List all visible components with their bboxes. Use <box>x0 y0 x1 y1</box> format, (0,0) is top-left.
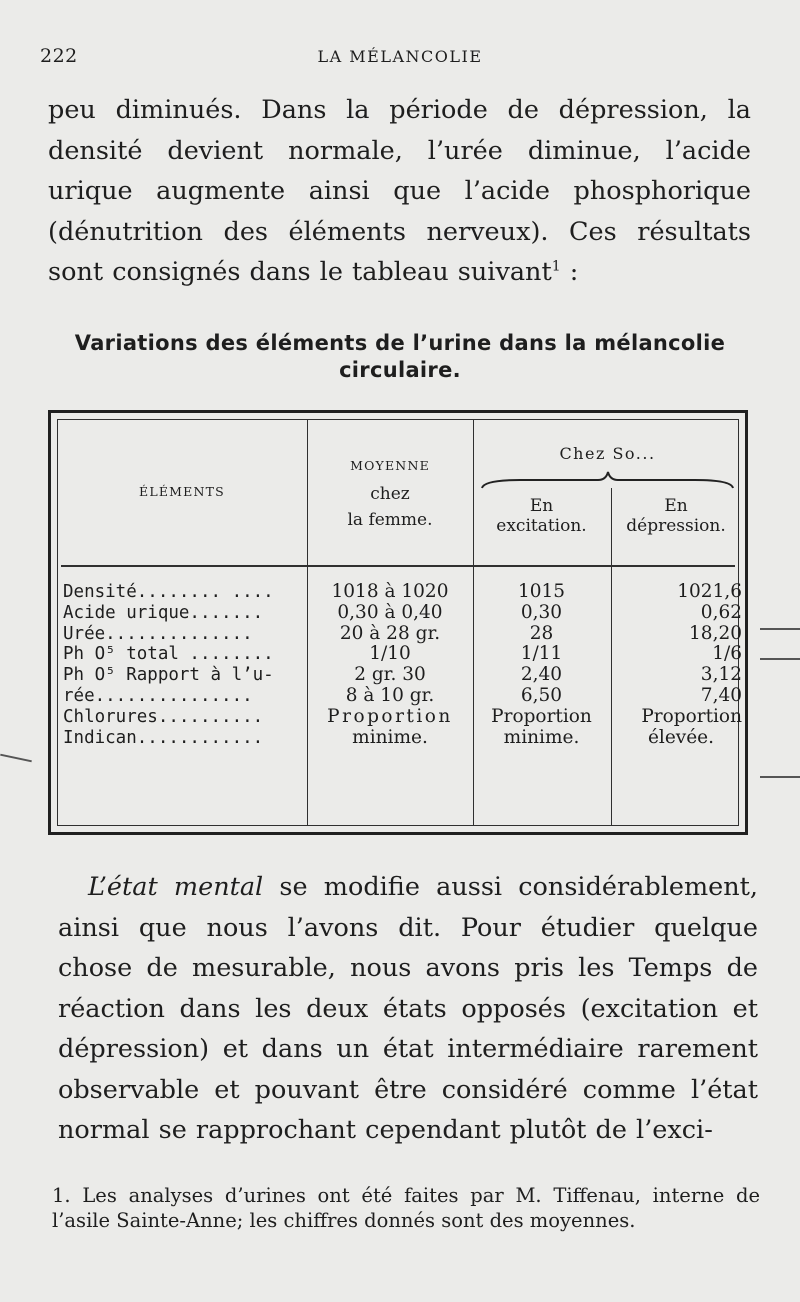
table-cell: 1/11 <box>520 643 563 665</box>
margin-mark <box>760 628 800 630</box>
column-excitation <box>475 582 608 748</box>
table-cell: 1/6 <box>712 643 742 665</box>
table-cell: 0,30 <box>520 601 563 623</box>
table-cell: 6,50 <box>520 684 563 706</box>
page-number: 222 <box>40 45 78 67</box>
header-chez-so: Chez So... <box>559 444 656 463</box>
header-femme: la femme. <box>347 510 433 530</box>
table-cell: rée............... <box>63 685 253 706</box>
header-depression: dépression. <box>626 516 726 536</box>
column-depression <box>612 582 742 748</box>
table-cell: minime. <box>352 726 428 748</box>
table-cell: 0,62 <box>700 601 742 623</box>
table-cell: 18,20 <box>689 622 742 644</box>
table-cell: minime. <box>503 726 580 748</box>
table-cell: élevée. <box>647 726 715 748</box>
table-cell: Ph O⁵ total ........ <box>63 644 274 665</box>
paragraph-2 <box>58 867 758 1151</box>
paragraph-1-text: peu diminués. Dans la période de dépression, la densité devient normale, l’urée diminue, l’acide urique augmente ainsi que l’acide phosphorique (dénutrition des éléments nerveux). Ces résultats sont consignés dans le tableau suivant <box>48 95 751 287</box>
table-cell: Proportion <box>327 705 453 727</box>
table-cell: 1015 <box>517 581 566 602</box>
table-cell: 2,40 <box>520 664 563 686</box>
column-elements <box>63 582 303 748</box>
header-elements: ÉLÉMENTS <box>139 484 225 499</box>
column-moyenne <box>310 582 470 748</box>
group-brace <box>480 468 735 490</box>
table-cell: 1/10 <box>369 643 411 665</box>
table-cell: Proportion <box>641 705 742 727</box>
table-cell: 20 à 28 gr. <box>339 622 441 644</box>
table-cell: 28 <box>529 622 554 644</box>
table-cell: 1018 à 1020 <box>331 581 449 602</box>
table-cell: Indican............ <box>63 727 264 748</box>
table-cell: Densité........ .... <box>63 582 274 602</box>
table-cell: Chlorures.......... <box>63 706 264 727</box>
table-cell: Urée.............. <box>63 623 253 644</box>
paragraph-1-tail: : <box>560 257 579 287</box>
header-moyenne: MOYENNE <box>350 458 430 473</box>
margin-mark <box>0 754 32 763</box>
page-header <box>40 45 760 75</box>
running-title: LA MÉLANCOLIE <box>317 47 483 66</box>
header-excitation: excitation. <box>496 516 587 536</box>
column-divider <box>307 419 308 826</box>
table-title: Variations des éléments de l’urine dans la mélancolie circulaire. <box>74 331 726 382</box>
table-cell: 3,12 <box>700 664 742 686</box>
header-rule <box>61 565 735 567</box>
header-chez: chez <box>370 484 410 504</box>
header-en-2: En <box>664 496 688 516</box>
table-cell: Acide urique....... <box>63 602 264 623</box>
margin-mark <box>760 658 800 660</box>
paragraph-2-text: se modifie aussi considérablement, ainsi que nous l’avons dit. Pour étudier quelque chose de mesurable, nous avons pris les Temps de réaction dans les deux états opposés (excitation et dépression) et dans un état intermédiaire rarement observable et pouvant être considéré comme l’état normal se rapprochant cependant plutôt de l’exci- <box>58 872 758 1145</box>
table-cell: Proportion <box>491 705 592 727</box>
table-cell: 8 à 10 gr. <box>345 684 435 706</box>
table-cell: 1021,6 <box>677 581 742 602</box>
margin-mark <box>760 776 800 778</box>
footnote: 1. Les analyses d’urines ont été faites par M. Tiffenau, interne de l’asile Sainte-Anne; les chiffres donnés sont des moyennes. <box>52 1184 760 1232</box>
table-cell: 2 gr. 30 <box>354 664 426 686</box>
column-divider <box>473 419 474 826</box>
paragraph-1 <box>48 90 751 293</box>
header-en-1: En <box>529 496 554 516</box>
table-cell: 0,30 à 0,40 <box>337 601 443 623</box>
footnote-reference: 1 <box>551 258 561 275</box>
table-cell: Ph O⁵ Rapport à l’u- <box>63 665 274 686</box>
paragraph-2-lead: L’état mental <box>88 872 264 902</box>
table-cell: 7,40 <box>700 684 742 706</box>
